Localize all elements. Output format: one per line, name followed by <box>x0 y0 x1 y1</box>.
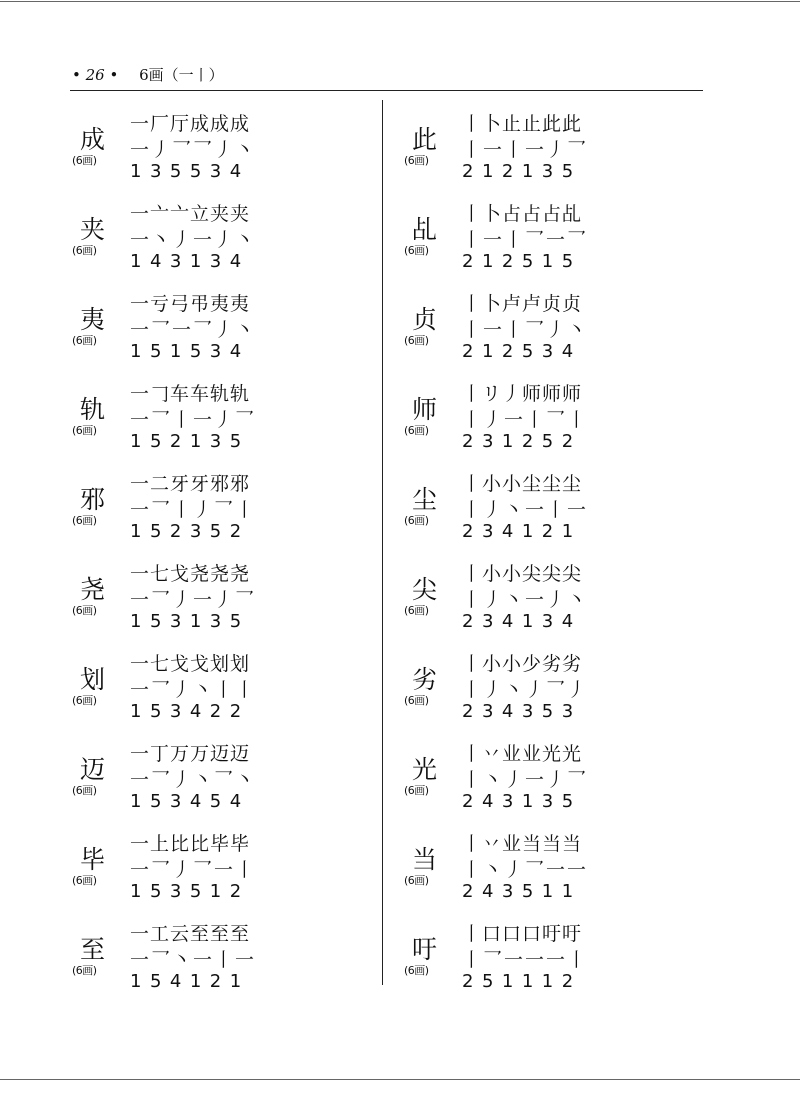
entry-character: 成 <box>80 125 106 154</box>
section-title: 6画（一丨） <box>139 66 224 84</box>
entry-character: 吁 <box>412 935 438 964</box>
stroke-shapes: 丨丿丶一丿丶 <box>462 589 589 611</box>
stroke-order-sequence: 丨卜止止此此 <box>462 113 583 135</box>
entry <box>72 190 372 280</box>
entry-character: 劣 <box>412 665 438 694</box>
stroke-order-sequence: 丨リ丿师师师 <box>462 383 583 405</box>
entry <box>72 280 372 370</box>
stroke-shapes: 丨丿一丨乛丨 <box>462 409 589 431</box>
stroke-order-sequence: 丨小小尘尘尘 <box>462 473 583 495</box>
stroke-order-sequence: 丨小小少劣劣 <box>462 653 583 675</box>
entry-character: 光 <box>412 755 438 784</box>
stroke-shapes: 一乛丿乛一丨 <box>130 859 257 881</box>
entry <box>404 820 704 910</box>
stroke-codes: 243511 <box>462 881 582 902</box>
entry <box>72 370 372 460</box>
entry-character: 尖 <box>412 575 438 604</box>
stroke-order-sequence: 一二牙牙邪邪 <box>130 473 251 495</box>
entry <box>404 280 704 370</box>
entry-character: 迈 <box>80 755 106 784</box>
stroke-codes: 153135 <box>130 611 250 632</box>
stroke-count-label: (6画) <box>72 964 97 977</box>
stroke-shapes: 丨丶丿一丿乛 <box>462 769 589 791</box>
stroke-count-label: (6画) <box>404 784 429 797</box>
right-column <box>404 100 704 1000</box>
stroke-order-sequence: 丨卜占占占乩 <box>462 203 583 225</box>
stroke-order-sequence: 一厂厅成成成 <box>130 113 251 135</box>
stroke-shapes: 丨一丨乛丿丶 <box>462 319 589 341</box>
entry-character: 乩 <box>412 215 438 244</box>
entry-character: 此 <box>412 125 438 154</box>
stroke-shapes: 丨乛一一一丨 <box>462 949 589 971</box>
stroke-codes: 153512 <box>130 881 250 902</box>
stroke-count-label: (6画) <box>72 514 97 527</box>
entry-character: 轨 <box>80 395 106 424</box>
stroke-count-label: (6画) <box>404 244 429 257</box>
entry <box>72 910 372 1000</box>
stroke-shapes: 一丿乛乛丿丶 <box>130 139 257 161</box>
stroke-count-label: (6画) <box>404 604 429 617</box>
page-number: • 26 • <box>72 66 119 84</box>
stroke-shapes: 一乛丨丿乛丨 <box>130 499 257 521</box>
stroke-count-label: (6画) <box>72 694 97 707</box>
entry-character: 贞 <box>412 305 438 334</box>
stroke-order-sequence: 一丁万万迈迈 <box>130 743 251 765</box>
stroke-shapes: 一乛丨一丿乛 <box>130 409 257 431</box>
stroke-shapes: 丨一丨乛一乛 <box>462 229 589 251</box>
entry <box>404 370 704 460</box>
stroke-count-label: (6画) <box>72 334 97 347</box>
stroke-count-label: (6画) <box>404 964 429 977</box>
stroke-shapes: 一乛丿丶丨丨 <box>130 679 257 701</box>
page-header <box>72 64 224 85</box>
entry <box>72 820 372 910</box>
entry <box>72 640 372 730</box>
stroke-codes: 234121 <box>462 521 582 542</box>
stroke-shapes: 一乛丶一丨一 <box>130 949 257 971</box>
entry <box>404 910 704 1000</box>
entry-character: 毕 <box>80 845 106 874</box>
header-rule <box>70 90 703 91</box>
stroke-order-sequence: 一上比比毕毕 <box>130 833 251 855</box>
stroke-shapes: 一乛丿一丿乛 <box>130 589 257 611</box>
stroke-order-sequence: 一𠃌车车轨轨 <box>130 383 251 405</box>
entry <box>404 460 704 550</box>
stroke-codes: 212515 <box>462 251 582 272</box>
stroke-order-sequence: 丨丷业业光光 <box>462 743 583 765</box>
stroke-shapes: 丨一丨一丿乛 <box>462 139 589 161</box>
stroke-codes: 151534 <box>130 341 250 362</box>
stroke-codes: 154121 <box>130 971 250 992</box>
entry-character: 邪 <box>80 485 106 514</box>
entry-character: 夷 <box>80 305 106 334</box>
stroke-codes: 152352 <box>130 521 250 542</box>
entry <box>72 100 372 190</box>
stroke-count-label: (6画) <box>404 514 429 527</box>
entry <box>404 550 704 640</box>
stroke-count-label: (6画) <box>404 874 429 887</box>
entry-character: 夹 <box>80 215 106 244</box>
entry <box>404 730 704 820</box>
stroke-order-sequence: 一亠亠立夹夹 <box>130 203 251 225</box>
stroke-shapes: 丨丿丶一丨一 <box>462 499 589 521</box>
stroke-codes: 234134 <box>462 611 582 632</box>
stroke-codes: 135534 <box>130 161 250 182</box>
stroke-order-sequence: 丨丷业当当当 <box>462 833 583 855</box>
entry <box>72 730 372 820</box>
entry-character: 尘 <box>412 485 438 514</box>
entry-character: 当 <box>412 845 438 874</box>
stroke-codes: 212534 <box>462 341 582 362</box>
stroke-codes: 231252 <box>462 431 582 452</box>
stroke-order-sequence: 一七戈戈划划 <box>130 653 251 675</box>
left-column <box>72 100 372 1000</box>
stroke-codes: 153454 <box>130 791 250 812</box>
entry <box>404 100 704 190</box>
entry-character: 师 <box>412 395 438 424</box>
stroke-count-label: (6画) <box>72 244 97 257</box>
entry <box>72 550 372 640</box>
stroke-count-label: (6画) <box>72 604 97 617</box>
stroke-count-label: (6画) <box>404 334 429 347</box>
stroke-shapes: 丨丶丿乛一一 <box>462 859 589 881</box>
entry-character: 尧 <box>80 575 106 604</box>
stroke-order-sequence: 一工云至至至 <box>130 923 251 945</box>
entry <box>404 190 704 280</box>
stroke-shapes: 丨丿丶丿乛丿 <box>462 679 589 701</box>
stroke-order-sequence: 丨卜卢卢贞贞 <box>462 293 583 315</box>
top-rule <box>0 1 800 2</box>
stroke-count-label: (6画) <box>404 694 429 707</box>
column-divider <box>382 100 383 985</box>
bottom-rule <box>0 1079 800 1080</box>
stroke-count-label: (6画) <box>72 154 97 167</box>
stroke-count-label: (6画) <box>72 424 97 437</box>
entry-character: 划 <box>80 665 106 694</box>
entry <box>404 640 704 730</box>
stroke-count-label: (6画) <box>404 154 429 167</box>
stroke-codes: 251112 <box>462 971 582 992</box>
stroke-order-sequence: 丨小小尖尖尖 <box>462 563 583 585</box>
stroke-codes: 212135 <box>462 161 582 182</box>
entry-character: 至 <box>80 935 106 964</box>
stroke-count-label: (6画) <box>72 784 97 797</box>
stroke-shapes: 一乛一乛丿丶 <box>130 319 257 341</box>
entry <box>72 460 372 550</box>
stroke-count-label: (6画) <box>72 874 97 887</box>
stroke-codes: 152135 <box>130 431 250 452</box>
stroke-order-sequence: 一七戈尧尧尧 <box>130 563 251 585</box>
stroke-count-label: (6画) <box>404 424 429 437</box>
stroke-shapes: 一丶丿一丿丶 <box>130 229 257 251</box>
stroke-order-sequence: 一亏弓弔夷夷 <box>130 293 251 315</box>
stroke-codes: 153422 <box>130 701 250 722</box>
stroke-shapes: 一乛丿丶乛丶 <box>130 769 257 791</box>
stroke-order-sequence: 丨口口口吁吁 <box>462 923 583 945</box>
stroke-codes: 243135 <box>462 791 582 812</box>
stroke-codes: 234353 <box>462 701 582 722</box>
stroke-codes: 143134 <box>130 251 250 272</box>
